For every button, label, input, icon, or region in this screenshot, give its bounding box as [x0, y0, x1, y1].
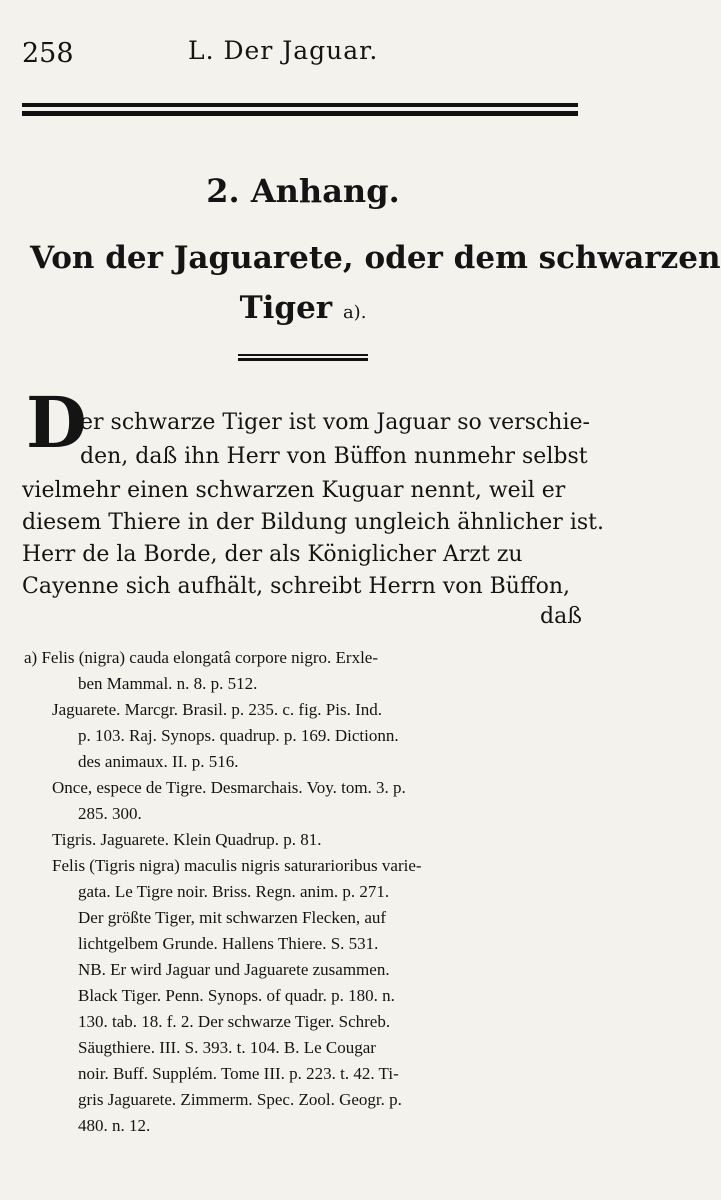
- drop-cap: D: [26, 381, 87, 464]
- paragraph-line: er schwarze Tiger ist vom Jaguar so verschie-: [80, 410, 590, 435]
- footnote-line: Once, espece de Tigre. Desmarchais. Voy. tom. 3. p.: [52, 778, 406, 797]
- footnote-line: ben Mammal. n. 8. p. 512.: [78, 674, 258, 693]
- footnote-line: 285. 300.: [78, 804, 142, 823]
- footnote-line: lichtgelbem Grunde. Hallens Thiere. S. 531.: [78, 934, 379, 953]
- footnote-line: p. 103. Raj. Synops. quadrup. p. 169. Dictionn.: [78, 726, 399, 745]
- footnote-line: NB. Er wird Jaguar und Jaguarete zusammen.: [78, 960, 390, 979]
- header-rule: [22, 103, 578, 117]
- footnote-line: 480. n. 12.: [78, 1116, 151, 1135]
- section-divider: [238, 354, 368, 361]
- subtitle-word: Tiger: [239, 290, 333, 326]
- footnote-line: gata. Le Tigre noir. Briss. Regn. anim. p. 271.: [78, 882, 390, 901]
- footnote-line: Tigris. Jaguarete. Klein Quadrup. p. 81.: [52, 830, 322, 849]
- footnote-line: des animaux. II. p. 516.: [78, 752, 239, 771]
- paragraph-catchword: daß: [540, 604, 582, 629]
- paragraph-line: den, daß ihn Herr von Büffon nunmehr selbst: [80, 444, 588, 469]
- paragraph-line: vielmehr einen schwarzen Kuguar nennt, weil er: [22, 478, 566, 503]
- footnote-line: Felis (Tigris nigra) maculis nigris saturarioribus varie-: [52, 856, 422, 875]
- footnote-line: Säugthiere. III. S. 393. t. 104. B. Le Cougar: [78, 1038, 376, 1057]
- footnote-line: a) Felis (nigra) cauda elongatâ corpore nigro. Erxle-: [24, 648, 379, 667]
- running-title: L. Der Jaguar.: [188, 36, 379, 65]
- footnote-line: Der größte Tiger, mit schwarzen Flecken, auf: [78, 908, 387, 927]
- section-subtitle-line2: [0, 290, 606, 326]
- section-title: 2. Anhang.: [206, 172, 400, 210]
- footnote-line: noir. Buff. Supplém. Tome III. p. 223. t. 42. Ti-: [78, 1064, 399, 1083]
- footnote-line: 130. tab. 18. f. 2. Der schwarze Tiger. Schreb.: [78, 1012, 391, 1031]
- section-subtitle-line1: Von der Jaguarete, oder dem schwarzen: [30, 240, 721, 276]
- paragraph-line: Herr de la Borde, der als Königlicher Arzt zu: [22, 542, 523, 567]
- page-number: 258: [22, 38, 74, 69]
- footnote-line: Black Tiger. Penn. Synops. of quadr. p. 180. n.: [78, 986, 395, 1005]
- footnote-ref: a).: [342, 302, 367, 323]
- footnote-line: gris Jaguarete. Zimmerm. Spec. Zool. Geogr. p.: [78, 1090, 402, 1109]
- paragraph-line: Cayenne sich aufhält, schreibt Herrn von Büffon,: [22, 574, 571, 599]
- footnote-line: Jaguarete. Marcgr. Brasil. p. 235. c. fig. Pis. Ind.: [52, 700, 383, 719]
- paragraph-line: diesem Thiere in der Bildung ungleich ähnlicher ist.: [22, 510, 604, 535]
